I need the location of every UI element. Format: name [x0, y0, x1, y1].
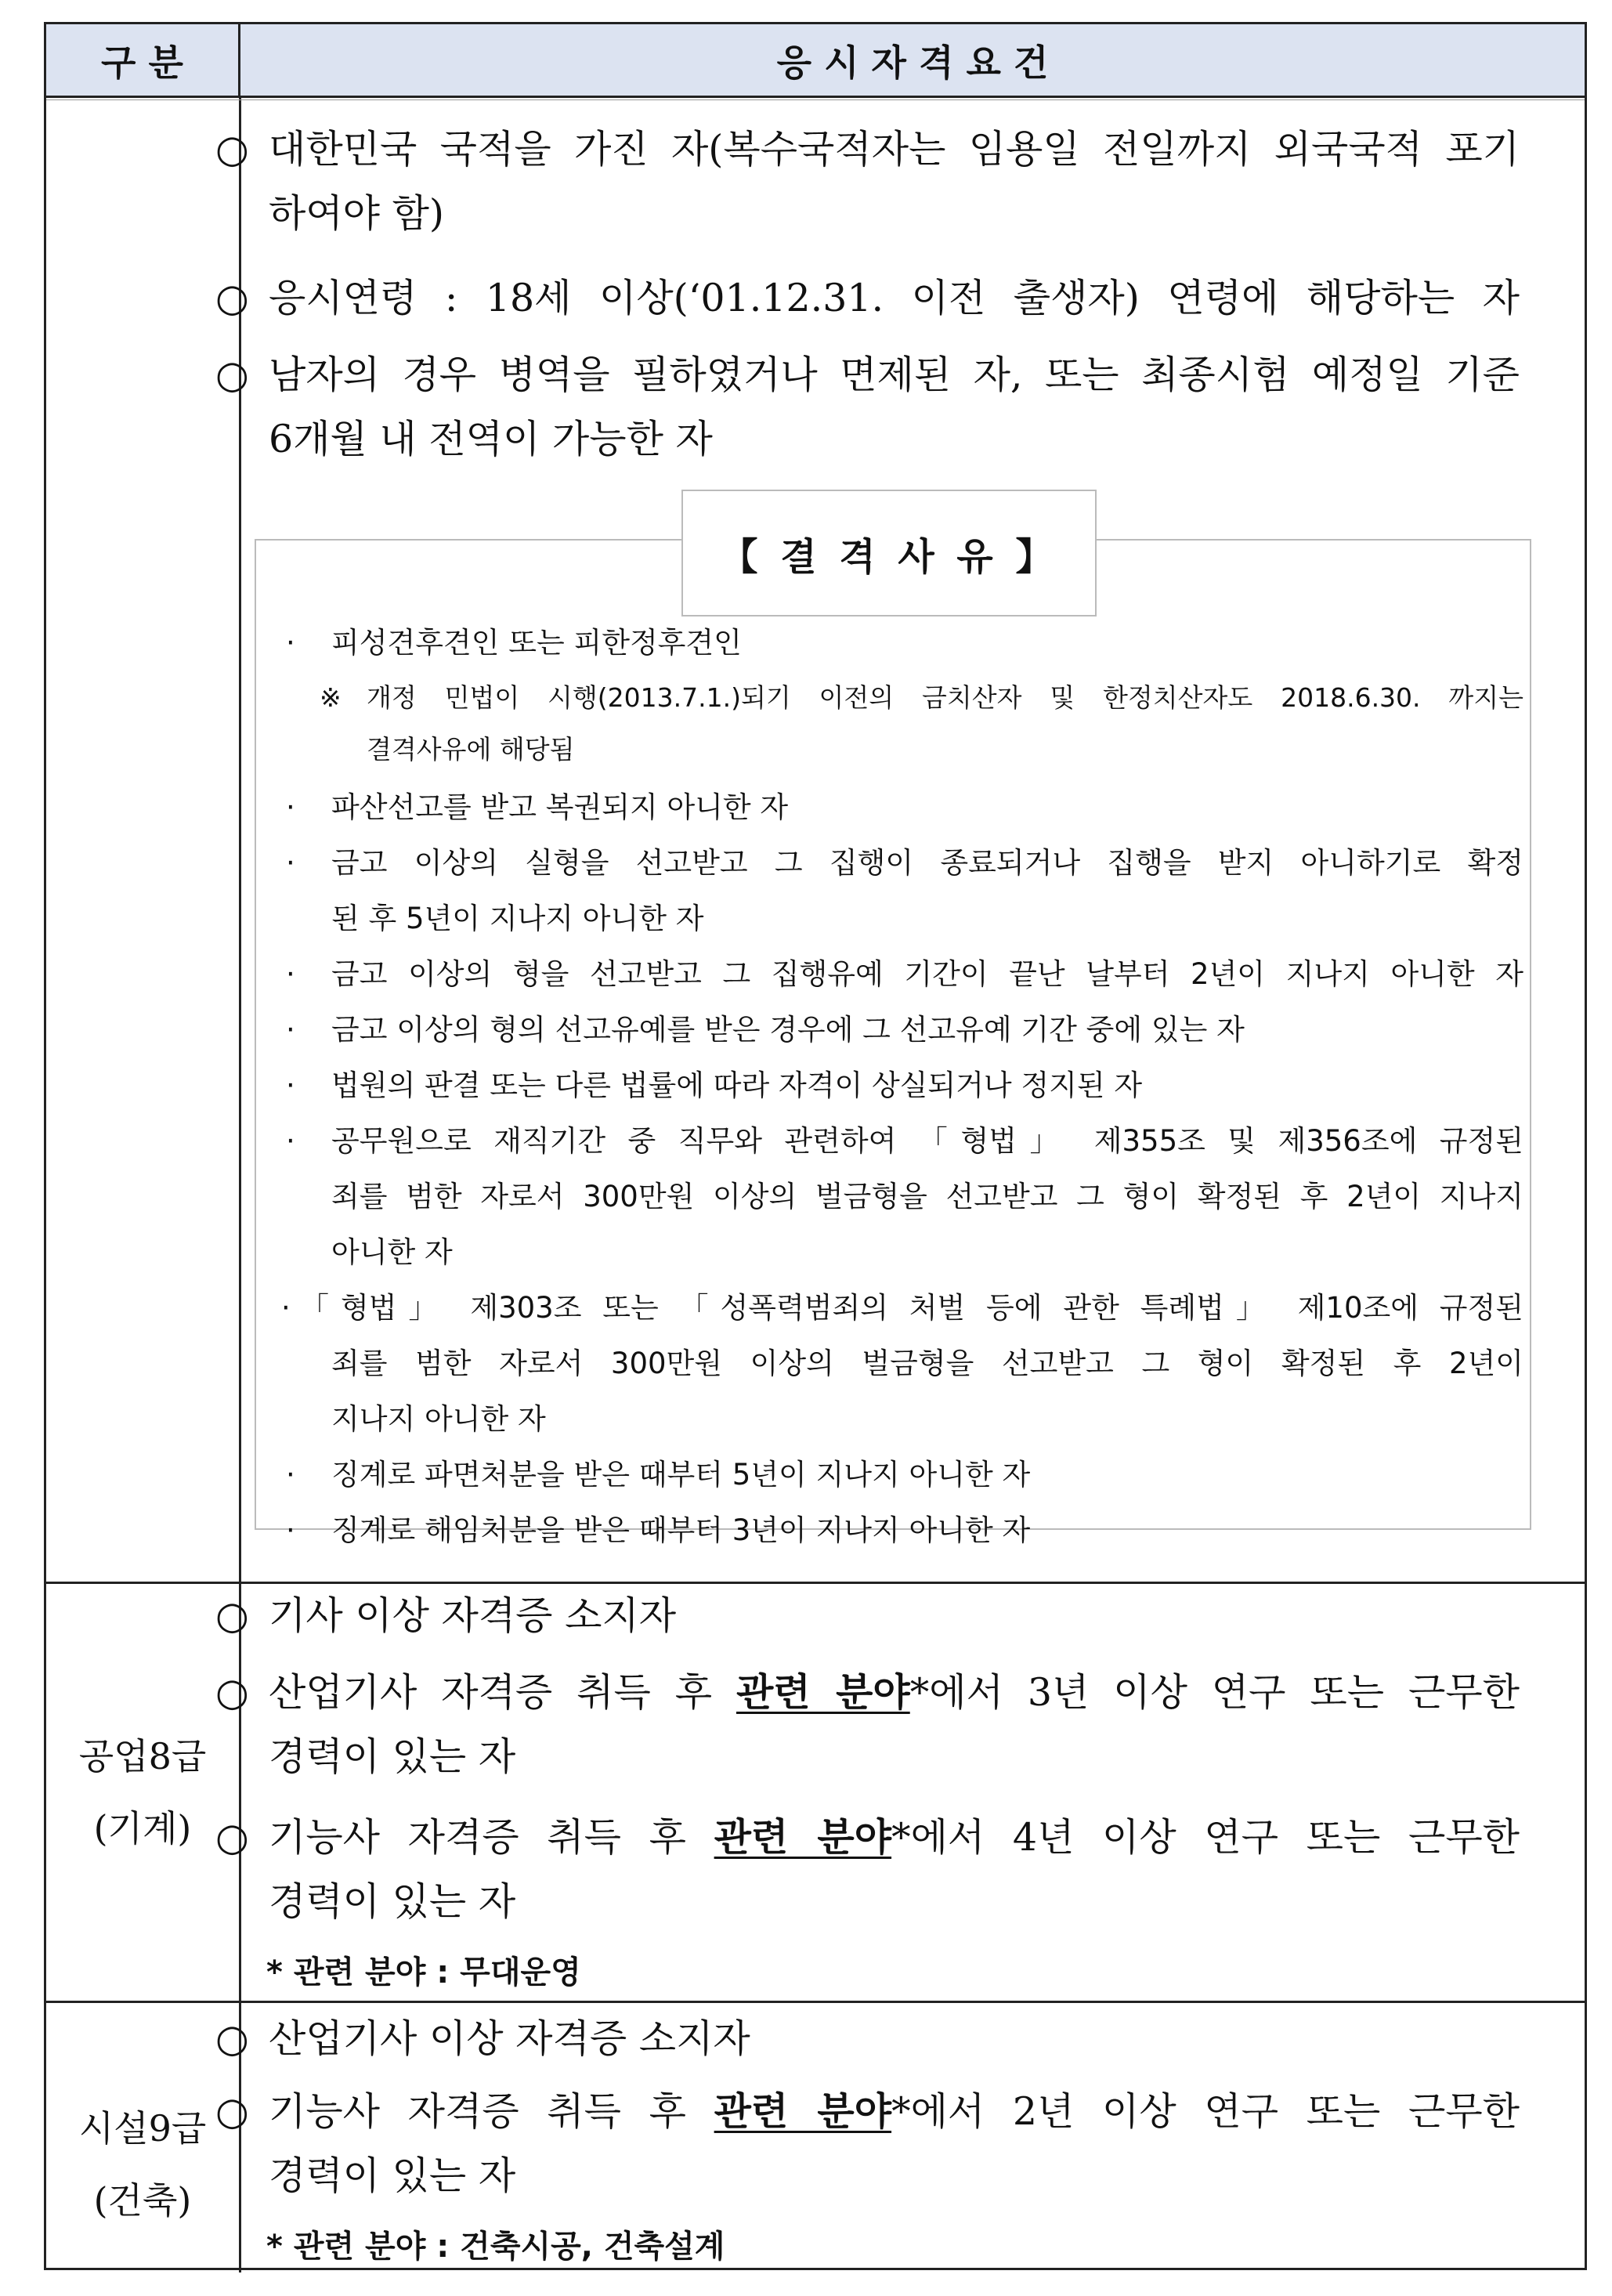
mech-item-2-line-2: 경력이 있는 자: [269, 1734, 516, 1779]
row-label-mech-field: (기계): [93, 1807, 192, 1849]
bullet-dot: ·: [286, 957, 295, 991]
disq-item-6-line-1: 법원의 판결 또는 다른 법률에 따라 자격이 상실되거나 정지된 자: [331, 1068, 1143, 1102]
bullet-circle: ○: [215, 276, 249, 320]
disq-item-7-line-1: 공무원으로 재직기간 중 직무와 관련하여 「형법」 제355조 및 제356조에 규정된: [331, 1124, 1523, 1158]
bullet-dot: ·: [286, 1124, 295, 1158]
disq-item-10: [286, 1502, 1523, 1558]
header-underline: [46, 99, 1585, 100]
bullet-circle: ○: [215, 1670, 249, 1715]
header-category: 구 분: [46, 24, 240, 98]
mech-item-2-pre: 산업기사 자격증 취득 후: [269, 1670, 736, 1715]
common-item-3: [215, 343, 1520, 472]
arch-item-2-line-2: 경력이 있는 자: [269, 2153, 516, 2198]
disq-item-1-line-1: 피성견후견인 또는 피한정후견인: [331, 626, 742, 660]
bullet-circle: ○: [215, 1593, 249, 1638]
mech-related-note: * 관련 분야 : 무대운영: [266, 1954, 581, 1990]
disq-item-8-line-2: 죄를 범한 자로서 300만원 이상의 벌금형을 선고받고 그 형이 확정된 후 2년이: [331, 1347, 1523, 1380]
disq-item-1: [286, 615, 1523, 671]
disq-item-2: [286, 779, 1523, 835]
bullet-dot: ·: [281, 1291, 291, 1325]
disq-item-3-line-2: 된 후 5년이 지나지 아니한 자: [331, 902, 704, 935]
bullet-dot: ·: [286, 846, 295, 880]
mech-item-3-line-2: 경력이 있는 자: [269, 1879, 516, 1924]
disq-item-3: [286, 835, 1523, 946]
bullet-dot: ·: [286, 1458, 295, 1491]
row-label-arch: [46, 2092, 239, 2236]
bullet-dot: ·: [286, 790, 295, 824]
mech-item-2-post: *에서 3년 이상 연구 또는 근무한: [909, 1670, 1520, 1715]
bullet-dot: ·: [286, 1013, 295, 1047]
disq-item-8-line-3: 지나지 아니한 자: [331, 1402, 546, 1436]
mech-item-2: [215, 1661, 1520, 1789]
disq-item-9: [286, 1447, 1523, 1502]
common-item-3-line-2: 6개월 내 전역이 가능한 자: [269, 417, 713, 461]
arch-item-2: [215, 2080, 1520, 2208]
mech-item-3-pre: 기능사 자격증 취득 후: [269, 1815, 714, 1860]
disq-item-3-line-1: 금고 이상의 실형을 선고받고 그 집행이 종료되거나 집행을 받지 아니하기로 확정: [331, 846, 1523, 880]
common-item-2-line-1: 응시연령 : 18세 이상(‘01.12.31. 이전 출생자) 연령에 해당하는 자: [269, 276, 1520, 320]
mech-item-3-post: *에서 4년 이상 연구 또는 근무한: [891, 1815, 1520, 1860]
row-label-arch-grade: 시설9급: [78, 2107, 207, 2150]
row-label-mech-grade: 공업8급: [78, 1735, 207, 1777]
mech-item-1-text: 기사 이상 자격증 소지자: [269, 1593, 677, 1638]
disq-item-8: [281, 1280, 1523, 1447]
disq-item-5-line-1: 금고 이상의 형의 선고유예를 받은 경우에 그 선고유예 기간 중에 있는 자: [331, 1013, 1245, 1047]
mech-item-3: [215, 1806, 1520, 1934]
disqualification-title: 【 결 격 사 유 】: [681, 490, 1097, 616]
disq-item-4-line-1: 금고 이상의 형을 선고받고 그 집행유예 기간이 끝난 날부터 2년이 지나지 아니한 자: [331, 957, 1523, 991]
disq-item-4: [286, 946, 1523, 1002]
arch-item-2-post: *에서 2년 이상 연구 또는 근무한: [891, 2089, 1520, 2134]
disq-note-line-1: 개정 민법이 시행(2013.7.1.)되기 이전의 금치산자 및 한정치산자도 2018.6.30. 까지는: [367, 682, 1523, 713]
row-label-arch-field: (건축): [93, 2179, 192, 2222]
common-item-1-line-1: 대한민국 국적을 가진 자(복수국적자는 임용일 전일까지 외국국적 포기: [269, 127, 1520, 172]
disq-item-6: [286, 1058, 1523, 1113]
bullet-dot: ·: [286, 1068, 295, 1102]
disq-item-2-line-1: 파산선고를 받고 복권되지 아니한 자: [331, 790, 789, 824]
common-item-2: [215, 266, 1520, 331]
related-field-emphasis: 관련 분야: [714, 2089, 892, 2134]
bullet-dot: ·: [286, 1513, 295, 1547]
common-item-1-line-2: 하여야 함): [269, 191, 445, 236]
bullet-circle: ○: [215, 2089, 249, 2134]
disq-item-8-line-1: 「형법」 제303조 또는 「성폭력범죄의 처벌 등에 관한 특례법」 제10조에 규정된: [300, 1291, 1523, 1325]
disq-note-line-2: 결격사유에 해당됨: [367, 734, 575, 765]
disq-item-9-line-1: 징계로 파면처분을 받은 때부터 5년이 지나지 아니한 자: [331, 1458, 1031, 1491]
row-label-mech: [46, 1720, 239, 1864]
disq-item-10-line-1: 징계로 해임처분을 받은 때부터 3년이 지나지 아니한 자: [331, 1513, 1031, 1547]
bullet-circle: ○: [215, 353, 249, 397]
arch-related-note: * 관련 분야 : 건축시공, 건축설계: [266, 2229, 725, 2265]
disq-item-5: [286, 1002, 1523, 1058]
bullet-dot: ·: [286, 626, 295, 660]
header-requirements: 응 시 자 격 요 건: [240, 24, 1585, 98]
common-item-3-line-1: 남자의 경우 병역을 필하였거나 면제된 자, 또는 최종시험 예정일 기준: [269, 353, 1520, 397]
bullet-circle: ○: [215, 2016, 249, 2061]
bullet-circle: ○: [215, 1815, 249, 1860]
common-item-1: [215, 118, 1520, 246]
arch-item-1-text: 산업기사 이상 자격증 소지자: [269, 2016, 750, 2061]
bullet-circle: ○: [215, 127, 249, 172]
row-divider-2: [46, 2001, 1585, 2003]
arch-item-1: [215, 2007, 1520, 2071]
note-mark: ※: [320, 682, 342, 713]
disq-item-7: [286, 1113, 1523, 1280]
disq-item-7-line-3: 아니한 자: [331, 1235, 453, 1269]
mech-item-1: [215, 1584, 1520, 1648]
related-field-emphasis: 관련 분야: [736, 1670, 910, 1715]
disq-note: [320, 672, 1523, 776]
disq-item-7-line-2: 죄를 범한 자로서 300만원 이상의 벌금형을 선고받고 그 형이 확정된 후 2년이 지나지: [331, 1180, 1523, 1213]
related-field-emphasis: 관련 분야: [714, 1815, 892, 1860]
arch-item-2-pre: 기능사 자격증 취득 후: [269, 2089, 714, 2134]
